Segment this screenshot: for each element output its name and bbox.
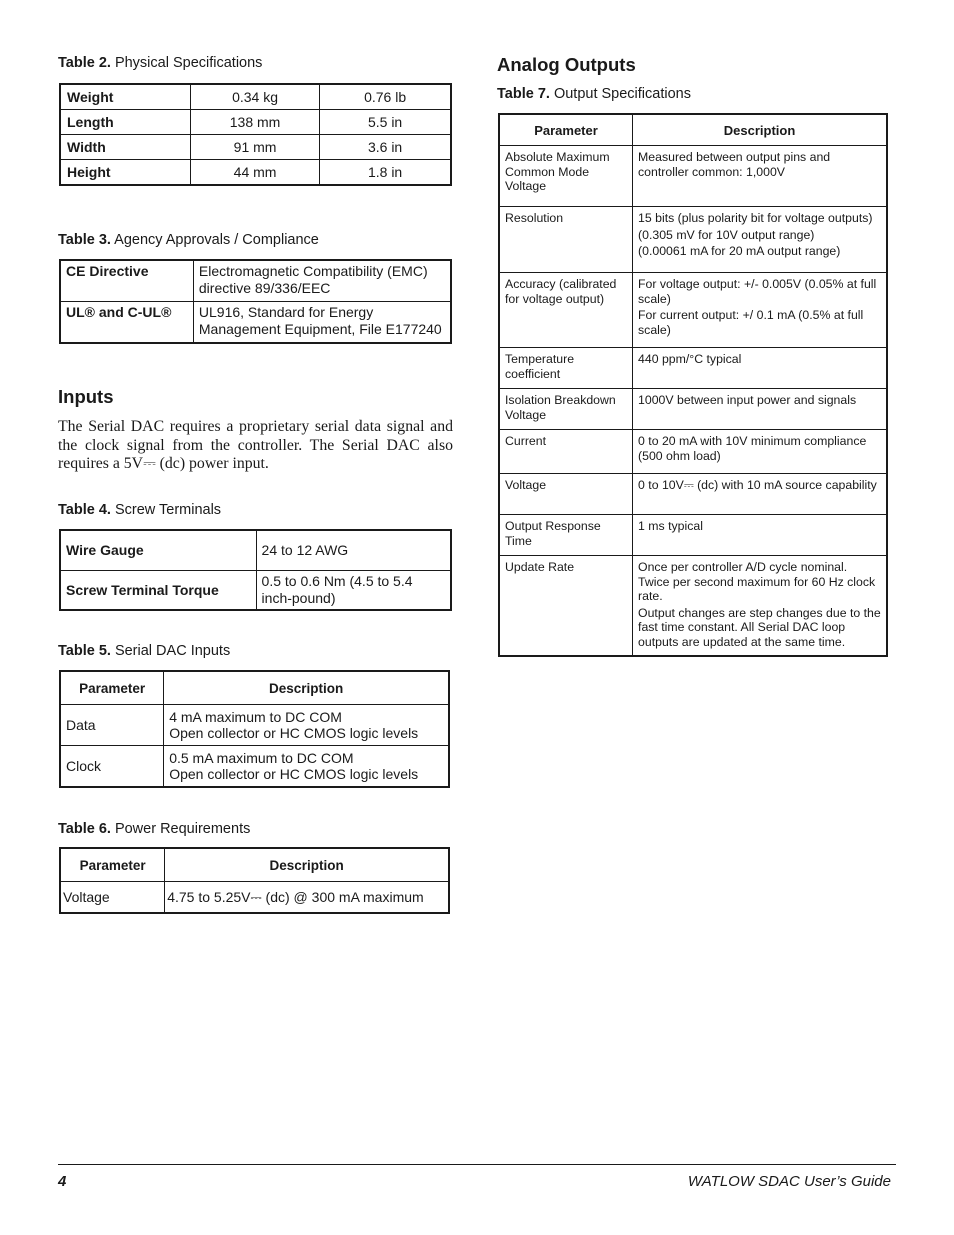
- table-cell: Once per controller A/D cycle nominal. Twice per second maximum for 60 Hz clock rate. Output changes are step changes due to the fast time constant. All Serial DAC loop outputs are updated at the same time.: [633, 556, 887, 656]
- table-cell: Update Rate: [499, 556, 633, 656]
- table-cell: Accuracy (calibrated for voltage output): [499, 273, 633, 348]
- column-header: Parameter: [499, 114, 633, 146]
- table-cell: 0 to 20 mA with 10V minimum compliance (500 ohm load): [633, 430, 887, 474]
- table-cell: Length: [60, 110, 190, 135]
- column-header: Description: [633, 114, 887, 146]
- table-row: [60, 160, 451, 186]
- table-row: [60, 135, 451, 160]
- table-cell: 440 ppm/°C typical: [633, 348, 887, 389]
- table-row: [499, 474, 887, 515]
- table-row: [60, 705, 449, 746]
- table-row: [499, 207, 887, 273]
- table-cell: CE Directive: [60, 260, 193, 302]
- column-header: Parameter: [60, 671, 164, 705]
- agency-approvals-table: [59, 259, 452, 344]
- table-cell: 4 mA maximum to DC COM Open collector or HC CMOS logic levels: [164, 705, 449, 746]
- table-cell: For voltage output: +/- 0.005V (0.05% at full scale) For current output: +/ 0.1 mA (0.5% at full scale): [633, 273, 887, 348]
- table-row: [499, 430, 887, 474]
- table-row: [60, 302, 451, 344]
- table-cell: 91 mm: [190, 135, 319, 160]
- table-row: [60, 882, 449, 913]
- table-cell: UL916, Standard for Energy Management Equipment, File E177240: [193, 302, 451, 344]
- table4-caption: Table 4. Screw Terminals: [58, 502, 222, 518]
- table-cell: 138 mm: [190, 110, 319, 135]
- table7-caption: Table 7. Output Specifications: [497, 86, 691, 102]
- table-cell: Width: [60, 135, 190, 160]
- table3-caption: Table 3. Agency Approvals / Compliance: [58, 232, 319, 248]
- table-cell: 1000V between input power and signals: [633, 389, 887, 430]
- column-header: Description: [165, 848, 449, 882]
- inputs-paragraph: The Serial DAC requires a proprietary serial data signal and the clock signal from the controller. The Serial DAC also requires a 5V⎓ (dc) power input.: [58, 418, 453, 472]
- table-row: [60, 260, 451, 302]
- table-row: [60, 530, 451, 570]
- table-cell: 44 mm: [190, 160, 319, 186]
- table-cell: Output Response Time: [499, 515, 633, 556]
- page-number: 4: [58, 1173, 67, 1190]
- table-cell: 4.75 to 5.25V⎓ (dc) @ 300 mA maximum: [165, 882, 449, 913]
- table-cell: Clock: [60, 746, 164, 787]
- table-cell: Height: [60, 160, 190, 186]
- table-cell: 0 to 10V⎓ (dc) with 10 mA source capability: [633, 474, 887, 515]
- table-row: [499, 146, 887, 207]
- table-cell: Electromagnetic Compatibility (EMC) directive 89/336/EEC: [193, 260, 451, 302]
- table-cell: Absolute Maximum Common Mode Voltage: [499, 146, 633, 207]
- table-cell: 15 bits (plus polarity bit for voltage outputs) (0.305 mV for 10V output range) (0.00061 mA for 20 mA output range): [633, 207, 887, 273]
- table-cell: 1.8 in: [320, 160, 451, 186]
- table-cell: 3.6 in: [320, 135, 451, 160]
- column-header: Description: [164, 671, 449, 705]
- guide-title: WATLOW SDAC User’s Guide: [687, 1173, 891, 1190]
- table-row: [60, 570, 451, 610]
- table-header-row: [60, 671, 449, 705]
- table5-caption: Table 5. Serial DAC Inputs: [58, 643, 231, 659]
- table-cell: Temperature coefficient: [499, 348, 633, 389]
- table-cell: UL® and C-UL®: [60, 302, 193, 344]
- table-cell: Voltage: [60, 882, 165, 913]
- table-cell: Weight: [60, 84, 190, 110]
- table-cell: Isolation Breakdown Voltage: [499, 389, 633, 430]
- footer-rule: [58, 1164, 896, 1165]
- table-cell: 0.5 mA maximum to DC COM Open collector or HC CMOS logic levels: [164, 746, 449, 787]
- serial-dac-inputs-table: [59, 670, 450, 788]
- table-cell: 0.5 to 0.6 Nm (4.5 to 5.4 inch-pound): [256, 570, 451, 610]
- table-cell: 0.34 kg: [190, 84, 319, 110]
- analog-outputs-heading: Analog Outputs: [497, 54, 636, 75]
- table2-caption: Table 2. Physical Specifications: [58, 55, 263, 71]
- table-header-row: [60, 848, 449, 882]
- table-cell: Screw Terminal Torque: [60, 570, 256, 610]
- table-cell: Data: [60, 705, 164, 746]
- table-cell: 5.5 in: [320, 110, 451, 135]
- screw-terminals-table: [59, 529, 452, 611]
- column-header: Parameter: [60, 848, 165, 882]
- output-specifications-table: [498, 113, 888, 657]
- table-row: [499, 515, 887, 556]
- table-row: [60, 110, 451, 135]
- table-cell: Wire Gauge: [60, 530, 256, 570]
- power-requirements-table: [59, 847, 450, 914]
- table-row: [60, 84, 451, 110]
- table-cell: 1 ms typical: [633, 515, 887, 556]
- table-cell: Current: [499, 430, 633, 474]
- physical-specifications-table: [59, 83, 452, 186]
- table-cell: Voltage: [499, 474, 633, 515]
- table-row: [499, 556, 887, 656]
- table-cell: Measured between output pins and controller common: 1,000V: [633, 146, 887, 207]
- table-header-row: [499, 114, 887, 146]
- table-cell: 0.76 lb: [320, 84, 451, 110]
- table-row: [60, 746, 449, 787]
- table6-caption: Table 6. Power Requirements: [58, 821, 251, 837]
- table-cell: Resolution: [499, 207, 633, 273]
- table-cell: 24 to 12 AWG: [256, 530, 451, 570]
- inputs-heading: Inputs: [58, 386, 114, 407]
- table-row: [499, 273, 887, 348]
- table-row: [499, 348, 887, 389]
- table-row: [499, 389, 887, 430]
